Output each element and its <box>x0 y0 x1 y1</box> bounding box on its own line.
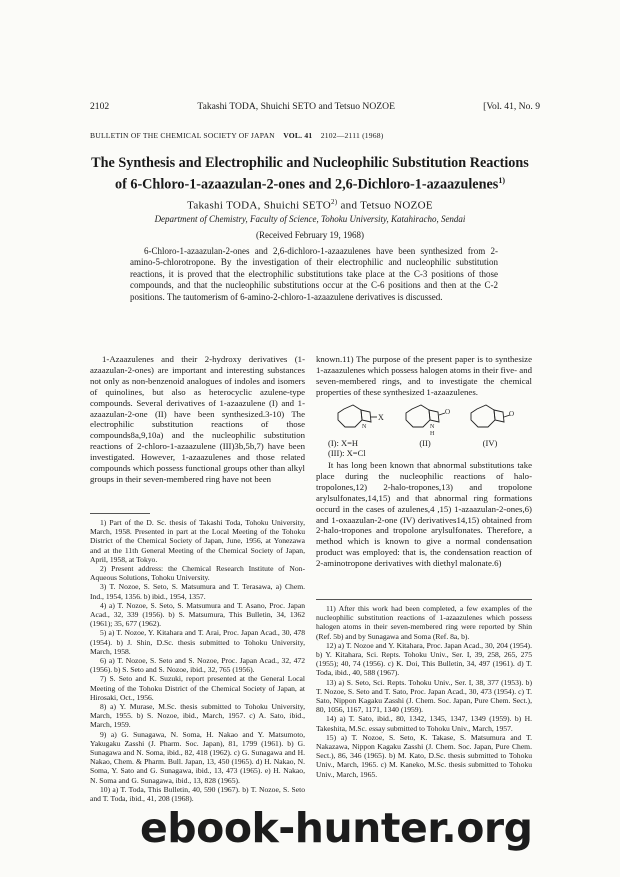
structure-II-hydrogen: H <box>430 431 435 437</box>
abnormal-substitution-paragraph: It has long been known that abnormal substitutions take place during the nucleophilic reactions of halo-tropolones,12) 2-halo-tropones,13) and tropolone arylsulfonates,14,15) and that abnormal ring formations occurd in the cases of azulenes,4 ,15) 1-azaazulan-2-ones,6) and 1-oxaazulan-2-one (IV) derivatives14,15) obtained from 2-halo-tropones and tropolone arylsulfonates. Therefore, a method which is known to give a normal condensation product was employed: that is, the condensation reaction of 2-aminotropone derivatives with diethyl malonate.6) <box>316 460 532 569</box>
footnote: 3) T. Nozoe, S. Seto, S. Matsumura and T. Terasawa, a) Chem. Ind., 1954, 1356. b) ibid., 1954, 1357. <box>90 582 305 601</box>
substituent-x: X <box>378 413 384 422</box>
footnote-list-left <box>90 518 305 803</box>
footnote: 4) a) T. Nozoe, S. Seto, S. Matsumura and T. Asano, Proc. Japan Acad., 32, 339 (1956). b) S. Matsumura, This Bulletin, 34, 1362 (1961); 35, 677 (1962). <box>90 600 305 629</box>
footnote: 11) After this work had been completed, a few examples of the nucleophilic substitution reactions of 1-azaazulenes which possess halogen atoms in their seven-membered ring were reported by Shin (Ref. 5b) and by Sunagawa and Soma (Ref. 8a, b). <box>316 604 532 641</box>
title-footnote-mark: 1) <box>498 176 505 185</box>
journal-volume: VOL. 41 <box>283 131 313 140</box>
title-line-1: The Synthesis and Electrophilic and Nucleophilic Substitution Reactions <box>91 155 529 171</box>
footnote-rule-right <box>316 599 532 600</box>
structure-IV <box>471 405 510 427</box>
affiliation: Department of Chemistry, Faculty of Science, Tohoku University, Katahiracho, Sendai <box>154 214 466 224</box>
article-title <box>60 155 560 194</box>
structure-labels <box>328 438 528 458</box>
footnote-list-right <box>316 604 532 779</box>
title-line-2: of 6-Chloro-1-azaazulan-2-ones and 2,6-Dichloro-1-azaazulenes$^{1)}$ <box>115 176 505 193</box>
journal-line <box>90 131 540 140</box>
author-footnote-mark: 2) <box>330 198 338 206</box>
footnote: 5) a) T. Nozoe, Y. Kitahara and T. Arai, Proc. Japan Acad., 30, 478 (1954). b) J. Shin, D.Sc. thesis submitted to Tohoku University, March, 1958. <box>90 628 305 656</box>
label-I: (I): X=H <box>328 438 359 448</box>
footnote: 7) S. Seto and K. Suzuki, report presented at the General Local Meeting of the Tohoku District of the Chemical Society of Japan, at Hirosaki, Oct., 1956. <box>90 674 305 702</box>
watermark-text: ebook-hunter.org <box>140 804 533 852</box>
body-right-column <box>316 354 532 398</box>
footnote: 13) a) S. Seto, Sci. Repts. Tohoku Univ., Ser. I, 38, 377 (1953). b) T. Nozoe, S. Seto and T. Sato, Proc. Japan Acad., 30, 473 (1954). c) T. Sato, Nippon Kagaku Zasshi (J. Chem. Soc. Japan, Pure Chem. Sect.), 80, 1056, 1167, 1171, 1340 (1959). <box>316 677 532 715</box>
footnote: 1) Part of the D. Sc. thesis of Takashi Toda, Tohoku University, March, 1958. Presented in part at the Local Meeting of the Tohoku District of the Chemical Society of Japan, June, 1956, at Yonezawa and at the 11th General Meeting of the Chemical Society of Japan, April, 1958, at Tokyo. <box>90 518 305 564</box>
footnote: 6) a) T. Nozoe, S. Seto and S. Nozoe, Proc. Japan Acad., 32, 472 (1956). b) S. Seto and S. Nozoe, ibid., 32, 765 (1956). <box>90 656 305 675</box>
volume-issue: [Vol. 41, No. 9 <box>483 101 540 112</box>
structure-II-oxygen: O <box>445 408 451 416</box>
label-II: (II) <box>419 438 431 448</box>
footnote: 12) a) T. Nozoe and Y. Kitahara, Proc. Japan Acad., 30, 204 (1954). b) Y. Kitahara, Sci. Repts. Tohoku Univ., Ser. I, 39, 258, 265, 275 (1955); 40, 74 (1956). c) K. Doi, This Bulletin, 34, 497 (1961). d) T. Toda, ibid., 40, 588 (1967). <box>316 640 532 678</box>
received-date: (Received February 19, 1968) <box>256 230 364 240</box>
journal-name: BULLETIN OF THE CHEMICAL SOCIETY OF JAPAN <box>90 131 275 140</box>
footnote: 15) a) T. Nozoe, S. Seto, K. Takase, S. Matsumura and T. Nakazawa, Nippon Kagaku Zasshi (J. Chem. Soc. Japan, Pure Chem. Sect.), 86, 346 (1965). b) M. Kato, D.Sc. thesis submitted to Tohoku Univ., March, 1965. c) M. Kaneko, M.Sc. thesis submitted to Tohoku Univ., March, 1965. <box>316 732 532 779</box>
footnote: 10) a) T. Toda, This Bulletin, 40, 590 (1967). b) T. Nozoe, S. Seto and T. Toda, ibid., 41, 208 (1968). <box>90 784 305 804</box>
label-IV: (IV) <box>482 438 498 448</box>
footnote-rule <box>90 513 150 514</box>
footnotes-left <box>90 513 305 803</box>
purpose-paragraph: known.11) The purpose of the present paper is to synthesize 1-azaazulenes which possess halogen atoms in their five- and seven-membered rings, and to investigate the chemical properties of these synthesized 1-azaazulenes. <box>316 354 532 397</box>
abstract: 6-Chloro-1-azaazulan-2-ones and 2,6-dichloro-1-azaazulenes have been synthesized from 2-amino-5-chlorotropone. By the investigation of their electrophilic and nucleophilic substitution reactions, it is proved that the electrophilic substitutions take place at the C-3 positions of those compounds, and that the nucleophilic substitutions occur at the C-6 positions and then at the C-2 positions. The tautomerism of 6-amino-2-chloro-1-azaazulene derivatives is discussed. <box>130 246 498 302</box>
running-header <box>90 101 540 112</box>
journal-pages: 2102—2111 (1968) <box>320 131 384 140</box>
footnote: 9) a) G. Sunagawa, N. Soma, H. Nakao and Y. Matsumoto, Yakugaku Zasshi (J. Pharm. Soc. Japan), 81, 1799 (1961). b) G. Sunagawa and N. Soma, ibid., 82, 418 (1962). c) G. Sunagawa and H. Nakao, Chem. & Pharm. Bull. Japan, 13, 450 (1965). d) H. Nakao, N. Soma, Y. Sato and G. Sunagawa, ibid., 13, 473 (1965). e) H. Nakao, N. Soma and G. Sunagawa, ibid., 13, 828 (1965). <box>90 729 305 785</box>
footnote: 8) a) Y. Murase, M.Sc. thesis submitted to Tohoku University, March, 1955. b) S. Nozoe, ibid., March, 1957. c) A. Sato, ibid., March, 1959. <box>90 702 305 730</box>
running-title: Takashi TODA, Shuichi SETO and Tetsuo NOZOE <box>197 101 395 112</box>
footnote: 14) a) T. Sato, ibid., 80, 1342, 1345, 1347, 1349 (1959). b) H. Takeshita, M.Sc. essay submitted to Tohoku Univ., March, 1957. <box>316 714 532 733</box>
authors: Takashi TODA, Shuichi SETO$^{2)}$ and Tetsuo NOZOE <box>187 198 433 212</box>
footnote: 2) Present address: the Chemical Research Institute of Non-Aqueous Solutions, Tohoku University. <box>90 564 305 583</box>
intro-paragraph: 1-Azaazulenes and their 2-hydroxy derivatives (1-azaazulan-2-ones) are important and interesting substances not only as non-benzenoid analogues of indoles and isomers of quinolines, but also as heterocyclic azulene-type compounds. Several derivatives of 1-azaazulene (I) and 1-azaazulan-2-one (II) have been synthesized.3-10) The electrophilic substitution reactions of those compounds8a,9,10a) and the nucleophilic substitution reactions of 2-chloro-1-azaazulene (III)3b,5b,7) have been investigated. However, 1-azaazulenes and those related compounds which possess functional groups other than alkyl groups in their seven-membered ring have not been <box>90 354 305 484</box>
page-number: 2102 <box>90 101 110 112</box>
structure-II-nitrogen: N <box>430 424 435 430</box>
footnotes-right <box>316 599 532 779</box>
structure-IV-oxygen: O <box>509 410 515 418</box>
body-left-column <box>90 354 305 485</box>
structure-I-nitrogen: N <box>362 424 367 430</box>
structure-I-III <box>338 405 377 427</box>
label-III: (III): X=Cl <box>328 448 366 458</box>
structure-II <box>406 405 445 427</box>
